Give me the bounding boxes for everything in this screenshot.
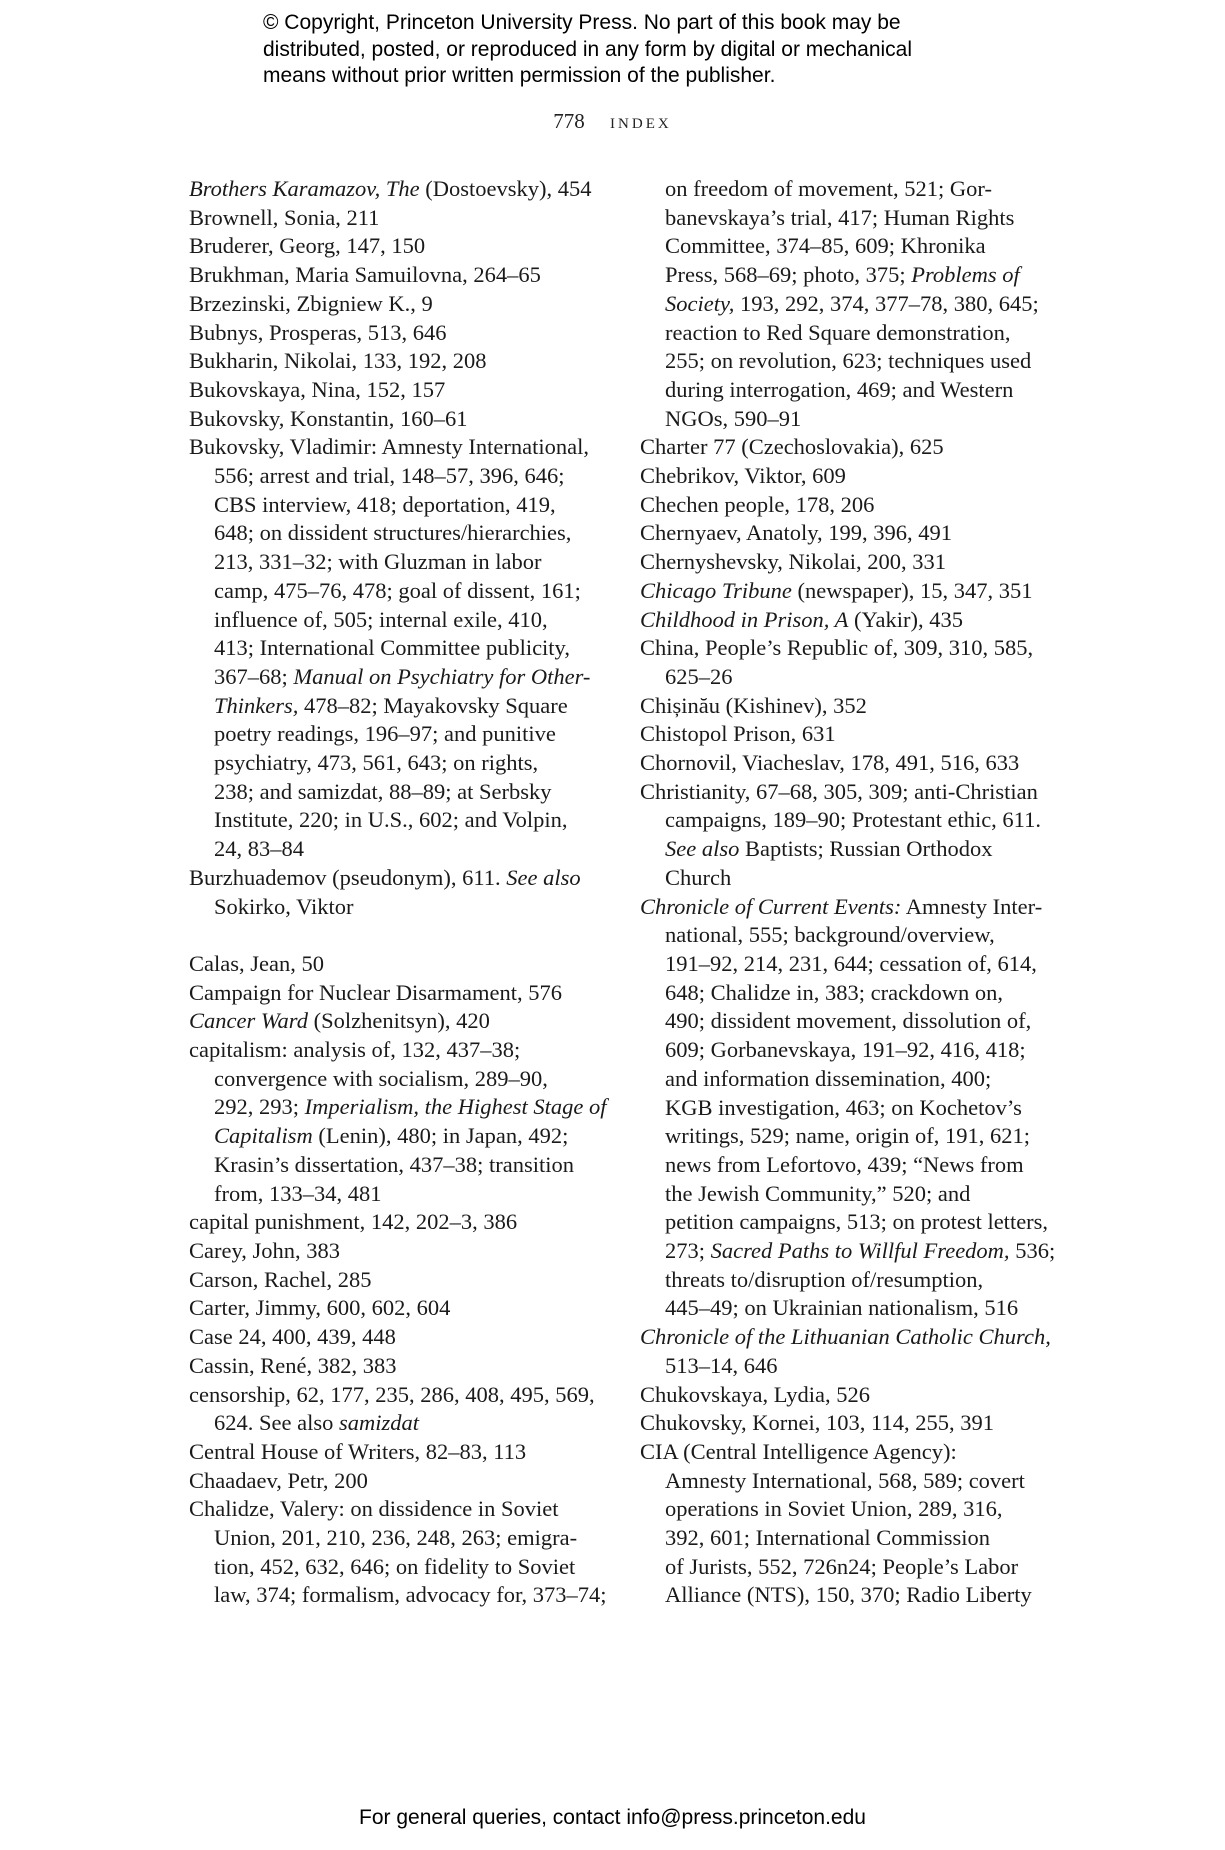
index-entry-line <box>189 1323 609 1352</box>
index-entry-line <box>189 433 609 462</box>
entry-text: censorship, 62, 177, 235, 286, 408, 495, 569, <box>189 1381 595 1407</box>
index-entry-line <box>189 376 609 405</box>
index-continuation-line <box>640 921 1060 950</box>
italic-title-text: Capitalism <box>214 1123 313 1149</box>
index-entry-line <box>640 462 1060 491</box>
entry-text: NGOs, 590–91 <box>665 405 802 431</box>
entry-text: Calas, Jean, 50 <box>189 950 324 976</box>
entry-text: Press, 568–69; photo, 375; <box>665 262 912 288</box>
entry-text: psychiatry, 473, 561, 643; on rights, <box>214 750 539 776</box>
index-entry-line <box>640 1409 1060 1438</box>
index-entry-line <box>640 1381 1060 1410</box>
entry-text: Christianity, 67–68, 305, 309; anti-Christian <box>640 778 1038 804</box>
index-entry-line <box>189 1036 609 1065</box>
entry-text: 609; Gorbanevskaya, 191–92, 416, 418; <box>665 1037 1026 1063</box>
index-entry-line <box>189 405 609 434</box>
entry-text: (newspaper), 15, 347, 351 <box>791 577 1033 603</box>
entry-text: Chișinău (Kishinev), 352 <box>640 692 867 718</box>
entry-text: Baptists; Russian Orthodox <box>739 836 993 862</box>
italic-title-text: Sacred Paths to Willful Freedom, <box>710 1238 1010 1264</box>
index-continuation-line <box>640 1094 1060 1123</box>
index-entry-line <box>640 1323 1060 1352</box>
index-continuation-line <box>640 1007 1060 1036</box>
entry-text: operations in Soviet Union, 289, 316, <box>665 1496 1003 1522</box>
index-continuation-line <box>640 1208 1060 1237</box>
index-continuation-line <box>189 519 609 548</box>
index-continuation-line <box>189 1180 609 1209</box>
footer-contact: For general queries, contact info@press.princeton.edu <box>359 1806 866 1829</box>
index-continuation-line <box>189 1581 609 1610</box>
entry-text: 536; <box>1009 1238 1056 1264</box>
index-continuation-line <box>189 893 609 922</box>
entry-text: 213, 331–32; with Gluzman in labor <box>214 549 542 575</box>
entry-text: CBS interview, 418; deportation, 419, <box>214 491 556 517</box>
entry-text: CIA (Central Intelligence Agency): <box>640 1438 957 1464</box>
entry-text: poetry readings, 196–97; and punitive <box>214 721 556 747</box>
italic-title-text: Thinkers, <box>214 692 299 718</box>
index-continuation-line <box>189 720 609 749</box>
entry-text: 413; International Committee publicity, <box>214 635 570 661</box>
index-entry-line <box>189 261 609 290</box>
entry-text: camp, 475–76, 478; goal of dissent, 161; <box>214 577 581 603</box>
entry-text: China, People’s Republic of, 309, 310, 585, <box>640 635 1034 661</box>
index-continuation-line <box>640 290 1060 319</box>
entry-text: threats to/disruption of/resumption, <box>665 1266 984 1292</box>
index-continuation-line <box>640 232 1060 261</box>
copyright-line: © Copyright, Princeton University Press. No part of this book may be <box>263 11 901 34</box>
index-entry-line <box>640 548 1060 577</box>
entry-text: convergence with socialism, 289–90, <box>214 1065 548 1091</box>
index-column-left <box>189 175 609 1610</box>
index-continuation-line <box>189 1151 609 1180</box>
entry-text: capitalism: analysis of, 132, 437–38; <box>189 1037 521 1063</box>
index-continuation-line <box>189 548 609 577</box>
italic-title-text: See also <box>506 864 581 890</box>
index-continuation-line <box>640 1524 1060 1553</box>
index-continuation-line <box>640 663 1060 692</box>
entry-text: 191–92, 214, 231, 644; cessation of, 614, <box>665 950 1037 976</box>
entry-text: 556; arrest and trial, 148–57, 396, 646; <box>214 463 565 489</box>
italic-title-text: Brothers Karamazov, The <box>189 176 420 201</box>
entry-text: 490; dissident movement, dissolution of, <box>665 1008 1032 1034</box>
index-continuation-line <box>640 175 1060 204</box>
index-continuation-line <box>189 491 609 520</box>
index-continuation-line <box>640 950 1060 979</box>
index-continuation-line <box>640 1151 1060 1180</box>
entry-text: 392, 601; International Commission <box>665 1525 990 1551</box>
entry-text: 648; on dissident structures/hierarchies, <box>214 520 572 546</box>
index-continuation-line <box>640 347 1060 376</box>
index-continuation-line <box>640 1553 1060 1582</box>
index-entry-line <box>189 979 609 1008</box>
index-continuation-line <box>640 1065 1060 1094</box>
index-continuation-line <box>640 319 1060 348</box>
entry-text: Amnesty Inter- <box>901 893 1043 919</box>
index-entry-line <box>189 1208 609 1237</box>
section-title: index <box>610 108 672 133</box>
italic-title-text: Childhood in Prison, A <box>640 606 849 632</box>
entry-text: 648; Chalidze in, 383; crackdown on, <box>665 979 1004 1005</box>
italic-title-text: Cancer Ward <box>189 1008 308 1034</box>
entry-text: and information dissemination, 400; <box>665 1065 992 1091</box>
index-continuation-line <box>640 204 1060 233</box>
entry-text: Charter 77 (Czechoslovakia), 625 <box>640 434 944 460</box>
entry-text: 24, 83–84 <box>214 836 304 862</box>
index-entry-line <box>189 1266 609 1295</box>
entry-text: 367–68; <box>214 663 294 689</box>
entry-text: (Lenin), 480; in Japan, 492; <box>312 1123 569 1149</box>
running-header <box>0 108 1225 134</box>
index-continuation-line <box>640 1467 1060 1496</box>
page-number: 778 <box>553 109 585 133</box>
index-continuation-line <box>189 1553 609 1582</box>
italic-title-text: Chicago Tribune <box>640 577 792 603</box>
index-entry-line <box>189 1495 609 1524</box>
entry-text: writings, 529; name, origin of, 191, 621; <box>665 1123 1030 1149</box>
index-entry-line <box>640 577 1060 606</box>
index-continuation-line <box>189 692 609 721</box>
entry-text: Sokirko, Viktor <box>214 893 354 919</box>
entry-text: 624. See also <box>214 1410 339 1436</box>
index-entry-line <box>189 1294 609 1323</box>
index-continuation-line <box>640 979 1060 1008</box>
entry-text: Chukovsky, Kornei, 103, 114, 255, 391 <box>640 1410 994 1436</box>
index-entry-line <box>189 232 609 261</box>
index-entry-line <box>640 491 1060 520</box>
entry-text: law, 374; formalism, advocacy for, 373–74; <box>214 1582 607 1608</box>
entry-text: Chebrikov, Viktor, 609 <box>640 463 846 489</box>
entry-text: Bukovsky, Konstantin, 160–61 <box>189 405 468 431</box>
index-entry-line <box>189 204 609 233</box>
entry-text: Bruderer, Georg, 147, 150 <box>189 233 426 259</box>
index-entry-line <box>640 778 1060 807</box>
entry-text: the Jewish Community,” 520; and <box>665 1180 971 1206</box>
index-entry-line <box>189 1007 609 1036</box>
entry-text: Chaadaev, Petr, 200 <box>189 1467 368 1493</box>
index-entry-line <box>189 864 609 893</box>
index-continuation-line <box>189 1409 609 1438</box>
entry-text: Chernyshevsky, Nikolai, 200, 331 <box>640 549 947 575</box>
entry-text: Institute, 220; in U.S., 602; and Volpin, <box>214 807 568 833</box>
index-entry-line <box>189 1438 609 1467</box>
entry-text: 255; on revolution, 623; techniques used <box>665 348 1032 374</box>
entry-text: capital punishment, 142, 202–3, 386 <box>189 1209 518 1235</box>
index-entry-line <box>640 519 1060 548</box>
index-column-right <box>640 175 1060 1610</box>
index-continuation-line <box>189 1122 609 1151</box>
index-continuation-line <box>640 1495 1060 1524</box>
entry-text: 478–82; Mayakovsky Square <box>298 692 568 718</box>
entry-text: influence of, 505; internal exile, 410, <box>214 606 548 632</box>
italic-title-text: Society, <box>665 290 735 316</box>
copyright-notice <box>263 10 1023 90</box>
index-entry-line <box>189 290 609 319</box>
index-continuation-line <box>640 1122 1060 1151</box>
index-continuation-line <box>640 1180 1060 1209</box>
index-entry-line <box>640 749 1060 778</box>
copyright-line: distributed, posted, or reproduced in any form by digital or mechanical <box>263 37 913 61</box>
index-continuation-line <box>189 1524 609 1553</box>
entry-text: reaction to Red Square demonstration, <box>665 319 1011 345</box>
index-continuation-line <box>640 1352 1060 1381</box>
index-entry-line <box>189 1381 609 1410</box>
index-continuation-line <box>189 462 609 491</box>
entry-text: Chernyaev, Anatoly, 199, 396, 491 <box>640 520 953 546</box>
index-continuation-line <box>640 405 1060 434</box>
entry-text: Chalidze, Valery: on dissidence in Soviet <box>189 1496 559 1522</box>
entry-text: news from Lefortovo, 439; “News from <box>665 1151 1024 1177</box>
index-continuation-line <box>640 864 1060 893</box>
italic-title-text: Problems of <box>911 262 1020 288</box>
italic-title-text: samizdat <box>338 1410 419 1436</box>
entry-text: KGB investigation, 463; on Kochetov’s <box>665 1094 1022 1120</box>
entry-text: 193, 292, 374, 377–78, 380, 645; <box>734 290 1039 316</box>
index-entry-line <box>640 692 1060 721</box>
index-continuation-line <box>640 376 1060 405</box>
entry-text: Chornovil, Viacheslav, 178, 491, 516, 633 <box>640 750 1020 776</box>
entry-text: 625–26 <box>665 663 733 689</box>
entry-text: Carson, Rachel, 285 <box>189 1266 372 1292</box>
entry-text: on freedom of movement, 521; Gor- <box>665 176 992 201</box>
entry-text: from, 133–34, 481 <box>214 1180 382 1206</box>
index-continuation-line <box>640 806 1060 835</box>
entry-text: Bukovskaya, Nina, 152, 157 <box>189 376 446 402</box>
entry-text: petition campaigns, 513; on protest letters, <box>665 1209 1049 1235</box>
entry-text: Brownell, Sonia, 211 <box>189 204 380 230</box>
entry-text: (Dostoevsky), 454 <box>419 176 592 201</box>
entry-text: Carey, John, 383 <box>189 1238 341 1263</box>
entry-text: of Jurists, 552, 726n24; People’s Labor <box>665 1553 1019 1579</box>
index-entry-line <box>189 1352 609 1381</box>
index-entry-line <box>189 347 609 376</box>
index-entry-line <box>640 634 1060 663</box>
entry-text: Brukhman, Maria Samuilovna, 264–65 <box>189 262 541 288</box>
index-entry-line <box>189 319 609 348</box>
index-entry-line <box>640 606 1060 635</box>
entry-text: Bukovsky, Vladimir: Amnesty International, <box>189 434 589 460</box>
entry-text: national, 555; background/overview, <box>665 922 995 948</box>
entry-text: Campaign for Nuclear Disarmament, 576 <box>189 979 563 1005</box>
entry-text: Central House of Writers, 82–83, 113 <box>189 1438 527 1464</box>
index-entry-line <box>640 893 1060 922</box>
index-continuation-line <box>640 1581 1060 1610</box>
index-continuation-line <box>189 835 609 864</box>
index-entry-line <box>189 950 609 979</box>
entry-text: Chistopol Prison, 631 <box>640 721 836 747</box>
index-entry-line <box>189 1467 609 1496</box>
index-continuation-line <box>189 634 609 663</box>
entry-text: Bukharin, Nikolai, 133, 192, 208 <box>189 348 487 374</box>
entry-text: Chechen people, 178, 206 <box>640 491 875 517</box>
entry-text: Burzhuademov (pseudonym), 611. <box>189 864 507 890</box>
entry-text: Krasin’s dissertation, 437–38; transition <box>214 1151 574 1177</box>
entry-text: (Yakir), 435 <box>848 606 963 632</box>
entry-text: Bubnys, Prosperas, 513, 646 <box>189 319 447 345</box>
entry-text: 513–14, 646 <box>665 1352 778 1378</box>
italic-title-text: See also <box>665 836 740 862</box>
entry-text: banevskaya’s trial, 417; Human Rights <box>665 204 1015 230</box>
entry-text: Brzezinski, Zbigniew K., 9 <box>189 290 433 316</box>
italic-title-text: Manual on Psychiatry for Other- <box>293 663 591 689</box>
index-entry-line <box>640 433 1060 462</box>
italic-title-text: Chronicle of the Lithuanian Catholic Church, <box>640 1324 1051 1350</box>
index-continuation-line <box>189 606 609 635</box>
index-continuation-line <box>640 1266 1060 1295</box>
entry-text: Union, 201, 210, 236, 248, 263; emigra- <box>214 1525 578 1551</box>
entry-text: campaigns, 189–90; Protestant ethic, 611. <box>665 807 1041 833</box>
index-continuation-line <box>189 806 609 835</box>
index-continuation-line <box>189 1065 609 1094</box>
index-spacer <box>189 921 609 950</box>
index-continuation-line <box>640 1036 1060 1065</box>
entry-text: Amnesty International, 568, 589; covert <box>665 1467 1025 1493</box>
index-continuation-line <box>640 1294 1060 1323</box>
entry-text: tion, 452, 632, 646; on fidelity to Soviet <box>214 1553 576 1579</box>
index-entry-line <box>640 1438 1060 1467</box>
index-entry-line <box>189 1237 609 1266</box>
index-continuation-line <box>189 577 609 606</box>
entry-text: during interrogation, 469; and Western <box>665 376 1014 402</box>
entry-text: Carter, Jimmy, 600, 602, 604 <box>189 1295 451 1321</box>
index-continuation-line <box>640 1237 1060 1266</box>
entry-text: 445–49; on Ukrainian nationalism, 516 <box>665 1295 1019 1321</box>
index-continuation-line <box>189 749 609 778</box>
entry-text: 292, 293; <box>214 1094 305 1120</box>
italic-title-text: Chronicle of Current Events: <box>640 893 902 919</box>
entry-text: (Solzhenitsyn), 420 <box>307 1008 490 1034</box>
index-continuation-line <box>189 778 609 807</box>
entry-text: Case 24, 400, 439, 448 <box>189 1324 396 1350</box>
entry-text: 273; <box>665 1238 711 1264</box>
index-continuation-line <box>640 835 1060 864</box>
entry-text: Committee, 374–85, 609; Khronika <box>665 233 986 259</box>
index-continuation-line <box>189 663 609 692</box>
index-entry-line <box>189 175 609 204</box>
italic-title-text: Imperialism, the Highest Stage of <box>304 1094 607 1120</box>
copyright-line: means without prior written permission of the publisher. <box>263 64 776 87</box>
index-entry-line <box>640 720 1060 749</box>
entry-text: 238; and samizdat, 88–89; at Serbsky <box>214 778 552 804</box>
entry-text: Cassin, René, 382, 383 <box>189 1352 397 1378</box>
index-continuation-line <box>189 1093 609 1122</box>
entry-text: Chukovskaya, Lydia, 526 <box>640 1381 870 1407</box>
entry-text: Alliance (NTS), 150, 370; Radio Liberty <box>665 1582 1032 1608</box>
index-continuation-line <box>640 261 1060 290</box>
entry-text: Church <box>665 864 732 890</box>
